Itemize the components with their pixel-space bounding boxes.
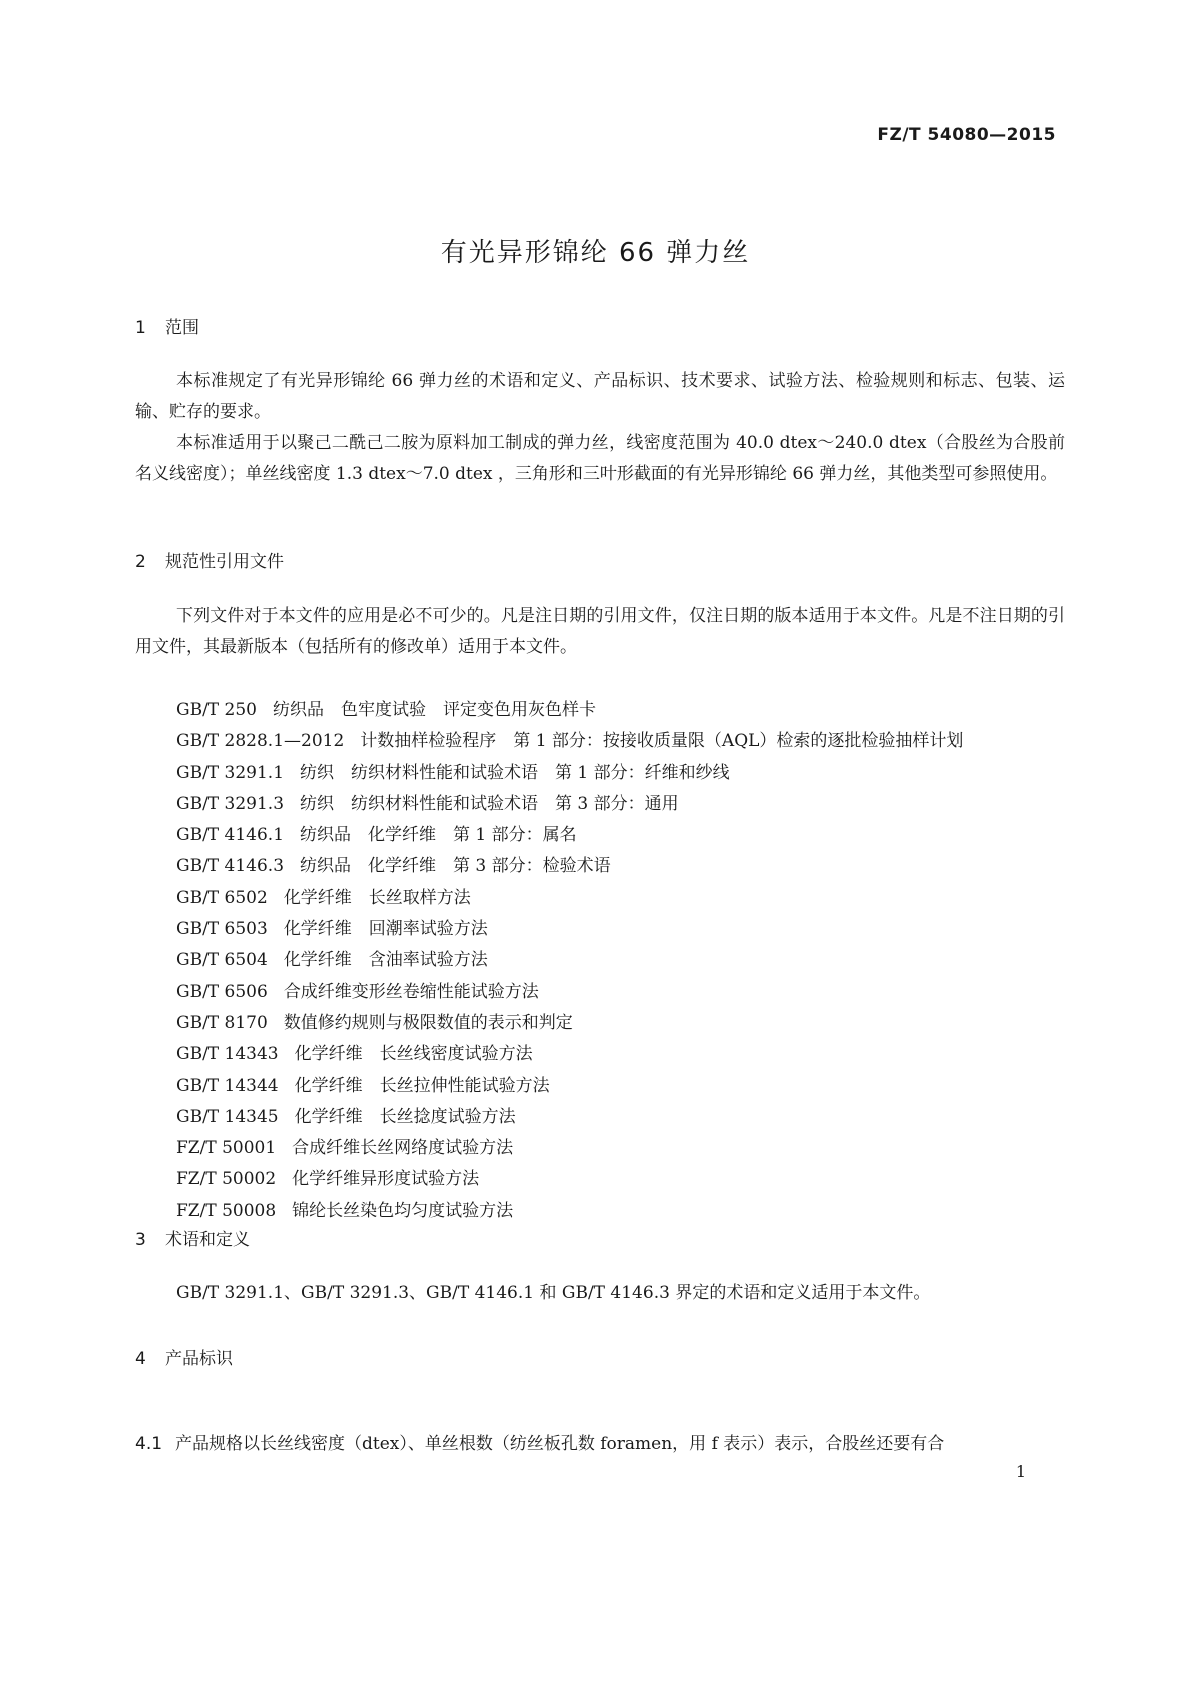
section-title: 范围 — [165, 318, 199, 338]
reference-item: GB/T 14345 化学纤维 长丝捻度试验方法 — [176, 1106, 516, 1127]
standard-code: FZ/T 54080—2015 — [877, 125, 1056, 145]
paragraph: 本标准适用于以聚己二酰己二胺为原料加工制成的弹力丝，线密度范围为 40.0 dtex～240.0 dtex（合股丝为合股前名义线密度）；单丝线密度 1.3 dtex～7.0 dtex ，三角形和三叶形截面的有光异形锦纶 66 弹力丝，其他类型可参照使用。 — [135, 433, 1065, 484]
page-number: 1 — [1015, 1462, 1026, 1481]
reference-item: GB/T 3291.3 纺织 纺织材料性能和试验术语 第 3 部分：通用 — [176, 793, 679, 814]
reference-item: GB/T 2828.1—2012 计数抽样检验程序 第 1 部分：按接收质量限（AQL）检索的逐批检验抽样计划 — [176, 731, 964, 752]
reference-list — [135, 695, 1065, 1227]
clause-text: 产品规格以长丝线密度（dtex）、单丝根数（纺丝板孔数 foramen，用 f 表示）表示，合股丝还要有合 — [175, 1434, 945, 1454]
reference-item: GB/T 14344 化学纤维 长丝拉伸性能试验方法 — [176, 1075, 550, 1096]
reference-item: GB/T 250 纺织品 色牢度试验 评定变色用灰色样卡 — [176, 700, 596, 720]
section-number: 3 — [135, 1230, 146, 1250]
section-1-heading — [135, 313, 199, 338]
section-title: 产品标识 — [165, 1349, 233, 1369]
document-title: 有光异形锦纶 66 弹力丝 — [440, 238, 751, 268]
reference-item: GB/T 6503 化学纤维 回潮率试验方法 — [176, 919, 488, 940]
reference-item: GB/T 6506 合成纤维变形丝卷缩性能试验方法 — [176, 981, 539, 1002]
reference-item: FZ/T 50001 合成纤维长丝网络度试验方法 — [176, 1138, 514, 1159]
section-1-body — [135, 366, 1065, 490]
reference-item: GB/T 4146.1 纺织品 化学纤维 第 1 部分：属名 — [176, 825, 577, 846]
section-title: 规范性引用文件 — [165, 552, 284, 572]
section-3-body — [135, 1278, 1065, 1309]
reference-item: FZ/T 50002 化学纤维异形度试验方法 — [176, 1169, 480, 1190]
reference-item: GB/T 14343 化学纤维 长丝线密度试验方法 — [176, 1044, 533, 1065]
paragraph: 下列文件对于本文件的应用是必不可少的。凡是注日期的引用文件，仅注日期的版本适用于本文件。凡是不注日期的引用文件，其最新版本（包括所有的修改单）适用于本文件。 — [135, 606, 1065, 657]
section-title: 术语和定义 — [165, 1230, 250, 1250]
section-number: 2 — [135, 552, 146, 572]
reference-item: GB/T 6502 化学纤维 长丝取样方法 — [176, 887, 471, 908]
section-2-heading — [135, 547, 284, 572]
clause-4-1 — [135, 1429, 1065, 1460]
clause-number: 4.1 — [135, 1434, 163, 1454]
section-2-body — [135, 601, 1065, 663]
section-number: 1 — [135, 318, 146, 338]
reference-item: GB/T 3291.1 纺织 纺织材料性能和试验术语 第 1 部分：纤维和纱线 — [176, 762, 730, 783]
section-number: 4 — [135, 1349, 146, 1369]
paragraph: GB/T 3291.1、GB/T 3291.3、GB/T 4146.1 和 GB/T 4146.3 界定的术语和定义适用于本文件。 — [176, 1283, 931, 1303]
reference-item: GB/T 4146.3 纺织品 化学纤维 第 3 部分：检验术语 — [176, 856, 611, 877]
paragraph: 本标准规定了有光异形锦纶 66 弹力丝的术语和定义、产品标识、技术要求、试验方法、检验规则和标志、包装、运输、贮存的要求。 — [135, 371, 1065, 422]
reference-item: GB/T 8170 数值修约规则与极限数值的表示和判定 — [176, 1012, 573, 1033]
section-4-heading — [135, 1344, 233, 1369]
section-3-heading — [135, 1225, 250, 1250]
reference-item: GB/T 6504 化学纤维 含油率试验方法 — [176, 950, 488, 971]
reference-item: FZ/T 50008 锦纶长丝染色均匀度试验方法 — [176, 1200, 514, 1221]
